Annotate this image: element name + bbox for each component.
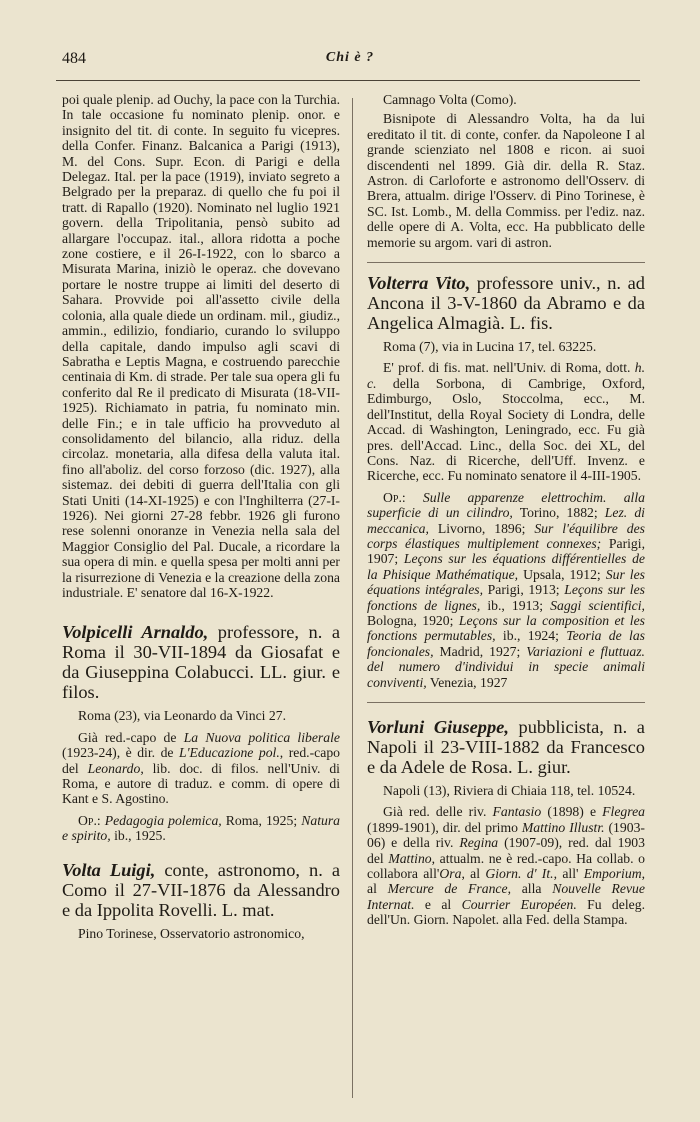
bio-title: Nouvelle Revue Internat. (367, 881, 645, 912)
entry-name: Volta Luigi, (62, 859, 156, 880)
bio-title: Giorn. d' It. (485, 866, 554, 882)
bio-text: , alla (507, 881, 553, 897)
entry-works (367, 490, 645, 690)
bio-title: h. c. (367, 360, 645, 391)
work-title: Leçons sur les fonctions de lignes, (367, 582, 645, 613)
work-text: Bologna, 1920; (367, 612, 459, 628)
entry-biography (367, 360, 645, 483)
entry-address: Napoli (13), Riviera di Chiaia 118, tel. 10524. (383, 783, 636, 798)
bio-text: , red.-capo del (62, 745, 341, 776)
work-text: ib., 1925. (110, 828, 166, 844)
work-text: Roma, 1925; (221, 812, 302, 828)
entry-biography (62, 730, 340, 807)
column-divider (352, 98, 353, 1098)
bio-text: , all' (553, 866, 584, 882)
bio-title: Flegrea (602, 804, 645, 820)
work-title: Teoria de las foncionales, (367, 628, 646, 659)
work-title: Sur les équations intégrales, (367, 566, 645, 598)
entry-heading-text: pubblicista, n. a Napoli il 23-VIII-1882 da Francesco e da Adele de Rosa. L. giur. (367, 717, 645, 777)
page-header (0, 50, 700, 70)
bio-text: (1907-09), red. dal 1903 del (367, 835, 645, 866)
work-title: Leçons sur les équations différentielles de la Phisique Mathématique, (367, 551, 645, 582)
work-title: Lez. di meccanica, (367, 505, 645, 536)
work-text: Upsala, 1912; (518, 566, 606, 582)
entry-heading-text: professore, n. a Roma il 30-VII-1894 da Giosafat e da Giuseppina Colabucci. LL. giur. e filos. (62, 622, 340, 703)
bio-title: Ora (439, 866, 462, 882)
bio-text: e al (414, 896, 462, 912)
bio-text: E' prof. di fis. mat. nell'Univ. di Roma, dott. (383, 360, 635, 376)
entry-heading (62, 860, 340, 920)
work-text: Venezia, 1927 (426, 674, 508, 690)
bio-title: Courrier Européen. (461, 896, 577, 912)
bio-text: , al (461, 866, 486, 882)
entry-volterra (367, 273, 645, 690)
bio-title: Mattino Illustr. (521, 819, 605, 835)
work-title: Pedagogia polemica, (104, 812, 222, 828)
work-title: Saggi scientifici, (550, 597, 645, 613)
header-rule (56, 80, 640, 81)
work-title: Sulle apparenze elettrochim. alla superficie di un cilindro, (367, 489, 645, 521)
bio-title: La Nuova politica liberale (183, 729, 340, 745)
page-number: 484 (62, 50, 86, 67)
work-text: Livorno, 1896; (428, 520, 535, 536)
works-label: Op.: (383, 489, 406, 505)
work-text: Parigi, 1907; (367, 535, 645, 567)
entry-volpicelli (62, 622, 340, 843)
entry-heading-text: professore univ., n. ad Ancona il 3-V-1860 da Abramo e da Angelica Almagià. L. fis. (367, 273, 645, 334)
bio-text: Già red. delle riv. (383, 804, 493, 820)
bio-title: Emporium (583, 866, 642, 882)
entry-address: Pino Torinese, Osservatorio astronomico, (78, 925, 305, 941)
entry-vorluni (367, 717, 645, 928)
bio-text: , attualm. ne è red.-capo. Ha collab. o collabora all' (367, 850, 645, 882)
entry-address: Roma (23), via Leonardo da Vinci 27. (78, 708, 286, 724)
entry-name: Vorluni Giuseppe, (367, 717, 509, 737)
bio-text: Già red.-capo de (78, 729, 184, 745)
bio-title: Fantasio (492, 804, 542, 820)
bio-text: Fu deleg. dell'Un. Giorn. Napolet. alla Fed. della Stampa. (367, 896, 645, 928)
entry-heading (367, 273, 645, 333)
work-text: Parigi, 1913; (483, 582, 565, 598)
bio-text: , al (367, 866, 645, 897)
bio-text: , lib. doc. di filos. nell'Univ. di Roma, e autore di traduz. e comm. di opere di Kant e S. Agostino. (62, 760, 340, 807)
work-text: Torino, 1882; (512, 505, 605, 521)
entry-separator (367, 262, 645, 263)
work-title: Variazioni e fluttuaz. del numero d'individui in specie animali conviventi, (367, 643, 645, 690)
left-column (62, 92, 340, 941)
entry-address-continued: Camnago Volta (Como). (383, 92, 517, 107)
bio-title: Regina (459, 835, 499, 851)
entry-works (62, 813, 340, 844)
entry-name: Volterra Vito, (367, 273, 471, 294)
work-title: Sur l'équilibre des corps élastiques multiplement connexes; (367, 520, 645, 551)
bio-text: (1898) e (541, 804, 603, 820)
entry-heading (62, 622, 340, 702)
continued-entry-text: poi quale plenip. ad Ouchy, la pace con la Turchia. In tale occasione fu nominato plenip. onor. e insignito del tit. di conte. In seguito fu vicepres. della Confer. Finanz. Balcanica a Parigi (1913), M. del Cons. Supr. Econ. di Parigi e della Delegaz. Ital. per la pace (1919), inviato segreto a Belgrado per la preparaz. di quello che fu poi il tratt. di Rapallo (1920). Nominato nel luglio 1921 govern. della Tripolitania, pensò subito ad allargare l'occupaz. ital., allora ridotta a poche zone costiere, e il 26-I-1922, con lo sbarco a Misurata Marina, iniziò le operaz. che dovevano portare le nostre truppe ai limiti del deserto di Sahara. Provvide poi all'assetto civile della colonia, alla quale diede un ordinam. mil., giudiz., ammin., edilizio, fondiario, curando lo sviluppo della capitale, dando impulso agli scavi di Sabratha e Leptis Magna, e costruendo parecchie centinaia di Km. di strade. Per tale sua opera gli fu conferito dal Re il predicato di Misurata (18-VII-1925). Richiamato in patria, fu nominato min. delle Fin.; e in tale ufficio ha provveduto al consolidamento del bilancio, alla riduz. della circolaz. monetaria, alla difesa della valuta ital. fino all'aboliz. del corso forzoso (dic. 1927), alla sistemaz. dei debiti di guerra dell'Italia con gli Stati Uniti (14-XI-1925) e con l'Inghilterra (27-I-1926). Nei giorni 27-28 febbr. 1926 gli furono rese solenni onoranze in Venezia nella sala del Maggior Consiglio del Pal. Ducale, a ricordare la sua opera di min. e quella spesa per molti anni per la risurrezione di Venezia e la creazione della zona industriale. E' senatore dal 16-X-1922. (62, 92, 340, 600)
work-text: ib., 1924; (495, 628, 567, 644)
bio-title: L'Educazione pol. (178, 745, 280, 761)
entry-heading-text: conte, astronomo, n. a Como il 27-VII-1876 da Alessandro e da Ippolita Rovelli. L. mat. (62, 859, 340, 920)
running-title: Chi è ? (325, 50, 375, 65)
bio-title: Mercure de France (387, 881, 508, 897)
entry-biography (367, 804, 645, 927)
bio-title: Mattino (388, 850, 432, 866)
bio-text: (1923-24), è dir. de (62, 745, 179, 761)
bio-text: (1899-1901), dir. del primo (367, 819, 522, 835)
entry-heading (367, 717, 645, 777)
right-column (367, 92, 645, 928)
entry-name: Volpicelli Arnaldo, (62, 622, 209, 643)
bio-text: della Sorbona, di Cambrige, Oxford, Edimburgo, Oslo, Stoccolma, ecc., M. dell'Institut, della Royal Society di Londra, delle Accad. di Washington, Leningrado, ecc. Fu già pres. dell'Accad. Linc., della Soc. dei XL, del Cons. Naz. di Ricerche, dell'Uff. Invenz. e Ricerche, ecc. Fu nominato senatore il 4-III-1905. (367, 375, 645, 484)
entry-volta (62, 860, 340, 941)
work-text: Madrid, 1927; (433, 643, 527, 659)
work-text: ib., 1913; (480, 597, 551, 613)
work-title: Natura e spirito, (62, 812, 341, 844)
work-title: Leçons sur la composition et les fonctions permutables, (367, 612, 646, 644)
bio-title: Leonardo (87, 760, 141, 776)
works-label: Op.: (78, 812, 101, 828)
entry-address: Roma (7), via in Lucina 17, tel. 63225. (383, 339, 597, 355)
entry-separator (367, 702, 645, 703)
entry-biography: Bisnipote di Alessandro Volta, ha da lui ereditato il tit. di conte, confer. da Napoleone I al grande scienziato nel 1808 e ricon. ai suoi discendenti nel 1899. Già dir. della R. Staz. Astron. di Carloforte e astronomo dell'Osserv. di Brera, attualm. dirige l'Osserv. di Pino Torinese, è SC. Ist. Lomb., M. della Commiss. per l'ediz. naz. delle opere di A. Volta, ecc. Ha pubblicato delle memorie su argom. vari di astron. (367, 111, 645, 250)
bio-text: (1903-06) e della riv. (367, 819, 645, 851)
